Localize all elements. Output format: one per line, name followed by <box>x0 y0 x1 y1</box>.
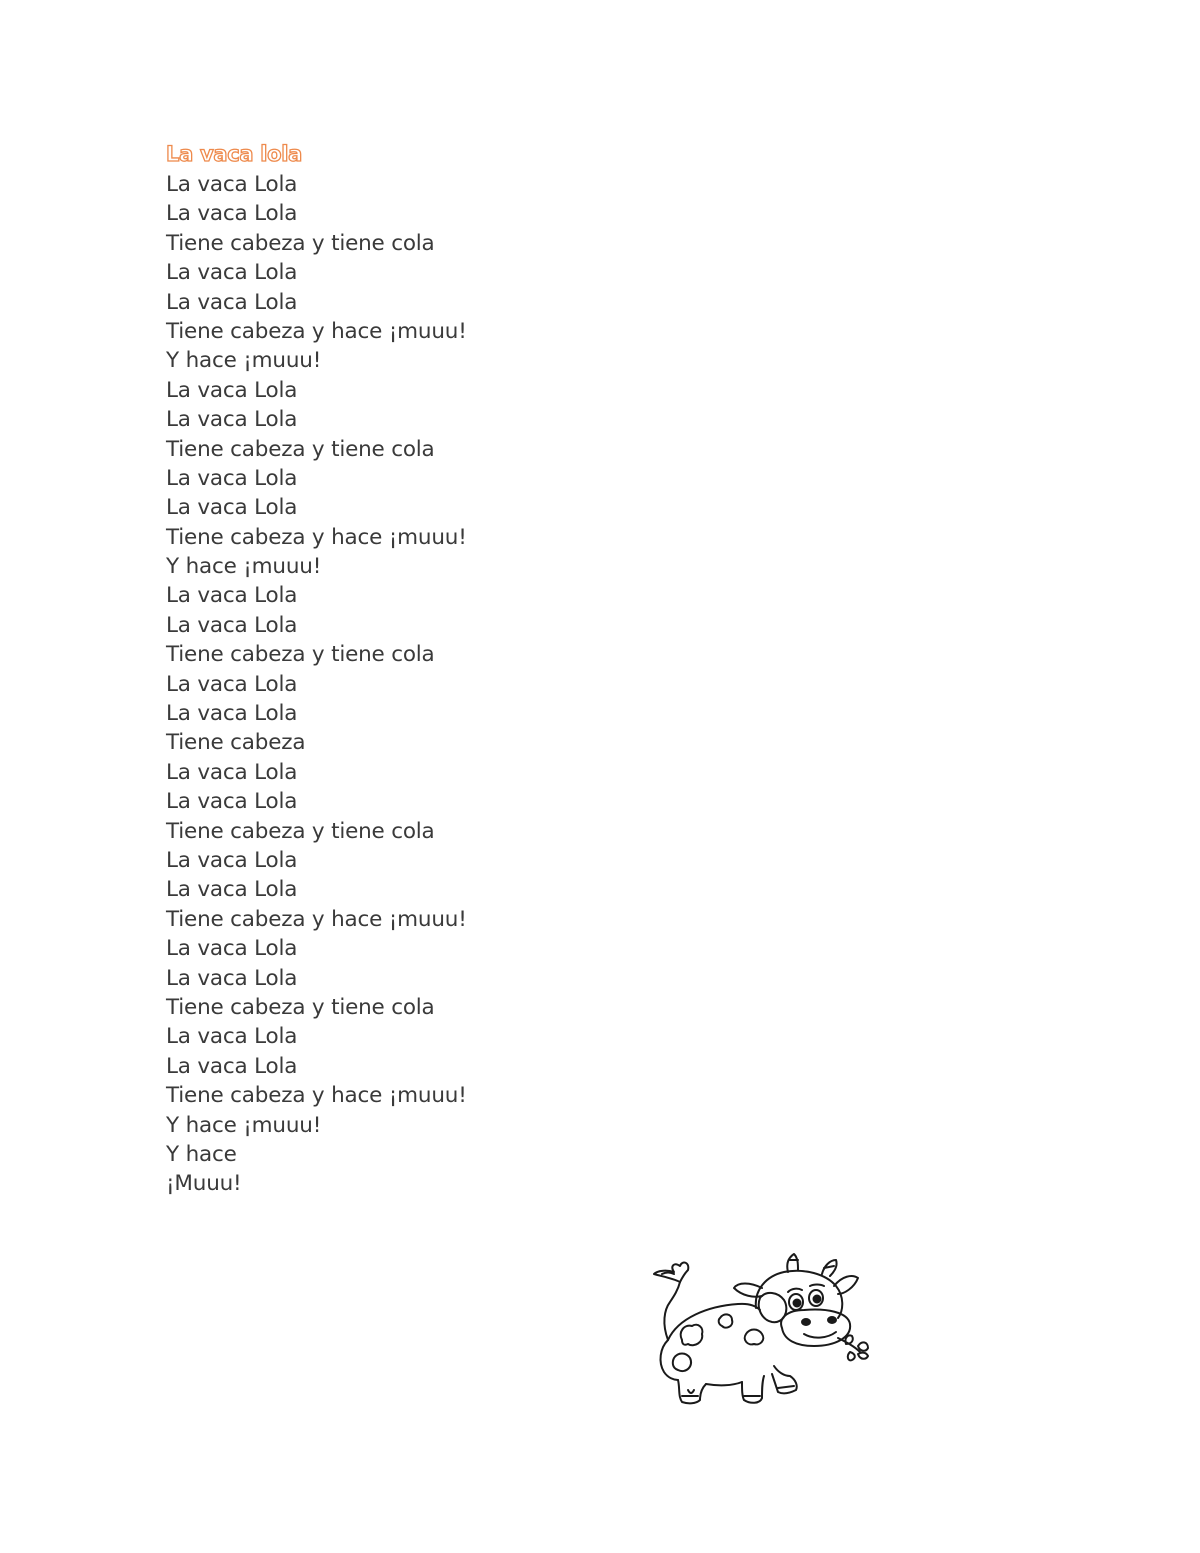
lyric-line: La vaca Lola <box>166 495 298 521</box>
cow-spot <box>719 1314 733 1327</box>
lyric-line: Tiene cabeza y tiene cola <box>166 436 435 462</box>
cow-spot <box>673 1354 691 1372</box>
lyric-line: La vaca Lola <box>166 260 298 286</box>
cow-spot <box>745 1330 764 1345</box>
lyric-line: La vaca Lola <box>166 172 298 197</box>
flower-stem <box>838 1338 860 1352</box>
lyric-line: La vaca Lola <box>166 612 298 638</box>
lyric-line: La vaca Lola <box>166 583 298 609</box>
lyric-line: La vaca Lola <box>166 847 298 873</box>
lyric-line: Tiene cabeza y hace ¡muuu! <box>166 318 467 344</box>
lyric-line: Tiene cabeza y tiene cola <box>166 642 435 668</box>
lyric-line: La vaca Lola <box>166 465 298 491</box>
lyric-line: Y hace ¡muuu! <box>166 1112 322 1138</box>
lyric-line: Y hace ¡muuu! <box>166 348 322 374</box>
lyric-line: Tiene cabeza y hace ¡muuu! <box>166 1083 467 1109</box>
lyric-line: Tiene cabeza y hace ¡muuu! <box>166 906 467 932</box>
lyric-line: La vaca Lola <box>166 407 298 433</box>
cow-illustration <box>638 1248 872 1408</box>
lyric-line: Tiene cabeza <box>166 730 306 756</box>
lyric-line: La vaca Lola <box>166 201 298 227</box>
song-lyrics <box>166 170 467 1199</box>
cow-horn <box>787 1254 798 1272</box>
lyric-line: Tiene cabeza y tiene cola <box>166 994 435 1020</box>
lyric-line: La vaca Lola <box>166 701 298 727</box>
cow-spot <box>681 1325 703 1346</box>
cow-body <box>661 1340 678 1380</box>
lyric-line: La vaca Lola <box>166 877 298 903</box>
cow-ear <box>834 1276 858 1294</box>
song-title: La vaca lola <box>166 142 303 166</box>
lyric-line: La vaca Lola <box>166 671 298 697</box>
lyric-line: La vaca Lola <box>166 377 298 403</box>
lyric-line: Tiene cabeza y hace ¡muuu! <box>166 524 467 550</box>
lyric-line: Tiene cabeza y tiene cola <box>166 818 435 844</box>
lyric-line: La vaca Lola <box>166 789 298 815</box>
lyric-line: La vaca Lola <box>166 289 298 315</box>
lyric-line: Y hace ¡muuu! <box>166 554 322 580</box>
lyric-line: La vaca Lola <box>166 936 298 962</box>
lyric-line: La vaca Lola <box>166 965 298 991</box>
lyric-line: La vaca Lola <box>166 1024 298 1050</box>
lyric-line: La vaca Lola <box>166 759 298 785</box>
lyric-line: Tiene cabeza y tiene cola <box>166 230 435 256</box>
lyric-line: ¡Muuu! <box>166 1171 242 1197</box>
lyric-line: La vaca Lola <box>166 1053 298 1079</box>
lyric-line: Y hace <box>166 1141 237 1167</box>
